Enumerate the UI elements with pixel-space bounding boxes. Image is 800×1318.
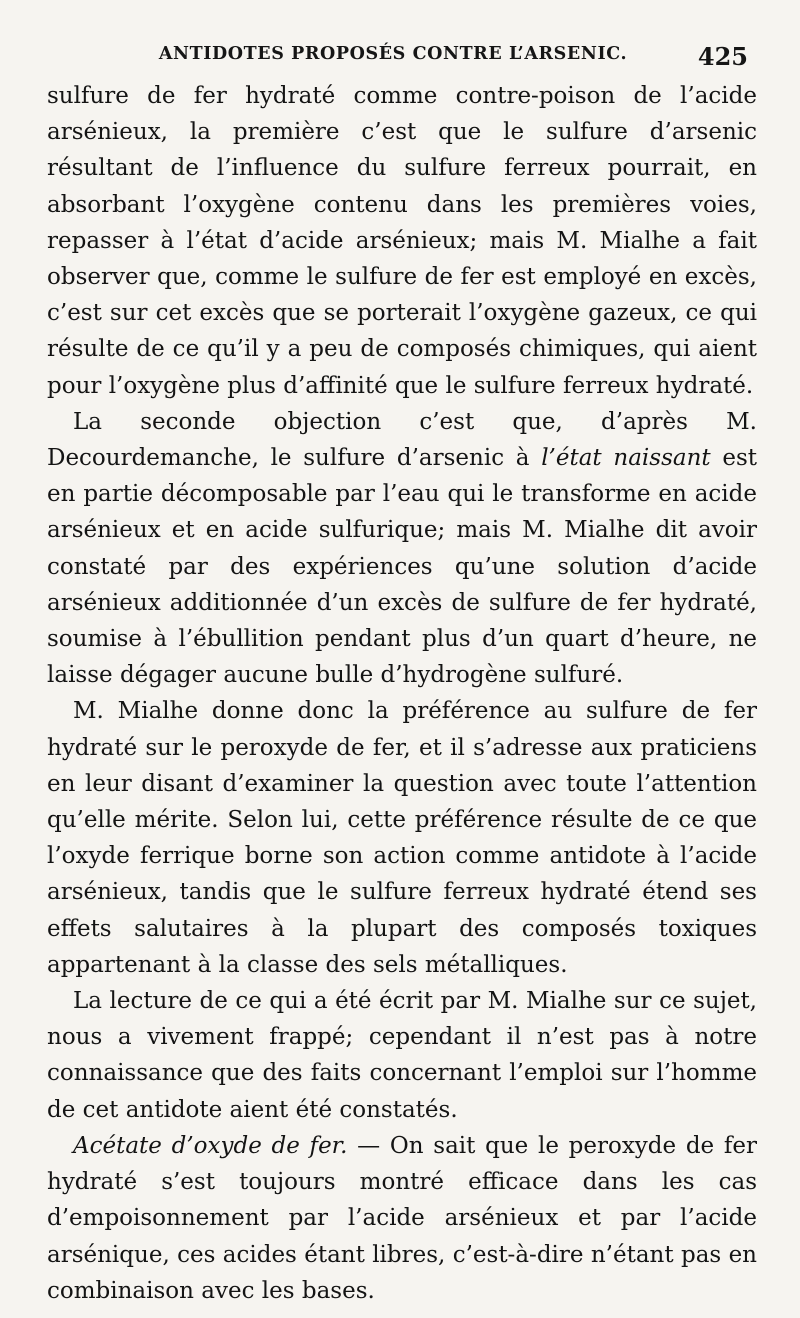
paragraph-iron-acetate [47, 1128, 757, 1309]
body-text [47, 78, 757, 1309]
running-title: ANTIDOTES PROPOSÉS CONTRE L’ARSENIC. [158, 44, 628, 64]
paragraph-text: est en partie décomposable par l’eau qui le transforme en acide arsénieux et en acide sulfurique; mais M. Mialhe dit avoir constaté par des expériences qu’une solution d’acide arsénieux additionnée d’un excès de sulfure de fer hydraté, soumise à l’ébullition pendant plus d’un quart d’heure, ne laisse dégager aucune bulle d’hydrogène sulfuré. [47, 445, 758, 689]
section-heading-italic: Acétate d’oxyde de fer. [73, 1132, 348, 1159]
paragraph-text: La seconde objection c’est que, d’après M. Decourdemanche, le sulfure d’arsenic à [47, 408, 757, 472]
italic-term: l’état naissant [541, 445, 711, 472]
paragraph-reading: La lecture de ce qui a été écrit par M. Mialhe sur ce sujet, nous a vivement frappé; cependant il n’est pas à notre connaissance que des faits concernant l’emploi sur l’homme de cet antidote aient été constatés. [47, 988, 757, 1123]
paragraph-second-objection [47, 404, 757, 694]
paragraph-text: — On sait que le peroxyde de fer hydraté s’est toujours montré efficace dans les cas d’empoisonnement par l’acide arsénieux et par l’acide arsénique, ces acides étant libres, c’est-à-dire n’étant pas en combinaison avec les bases. [47, 1132, 757, 1304]
paragraph-continuation: sulfure de fer hydraté comme contre-poison de l’acide arsénieux, la première c’est que le sulfure d’arsenic résultant de l’influence du sulfure ferreux pourrait, en absorbant l’oxygène contenu dans les premières voies, repasser à l’état d’acide arsénieux; mais M. Mialhe a fait observer que, comme le sulfure de fer est employé en excès, c’est sur cet excès que se porterait l’oxygène gazeux, ce qui résulte de ce qu’il y a peu de composés chimiques, qui aient pour l’oxygène plus d’affinité que le sulfure ferreux hydraté. [47, 83, 757, 399]
paragraph-mialhe-preference: M. Mialhe donne donc la préférence au sulfure de fer hydraté sur le peroxyde de fer, et il s’adresse aux praticiens en leur disant d’examiner la question avec toute l’attention qu’elle mérite. Selon lui, cette préférence résulte de ce que l’oxyde ferrique borne son action comme antidote à l’acide arsénieux, tandis que le sulfure ferreux hydraté étend ses effets salutaires à la plupart des composés toxiques appartenant à la classe des sels métalliques. [47, 698, 757, 978]
running-head [48, 40, 748, 72]
page-number: 425 [697, 42, 748, 71]
